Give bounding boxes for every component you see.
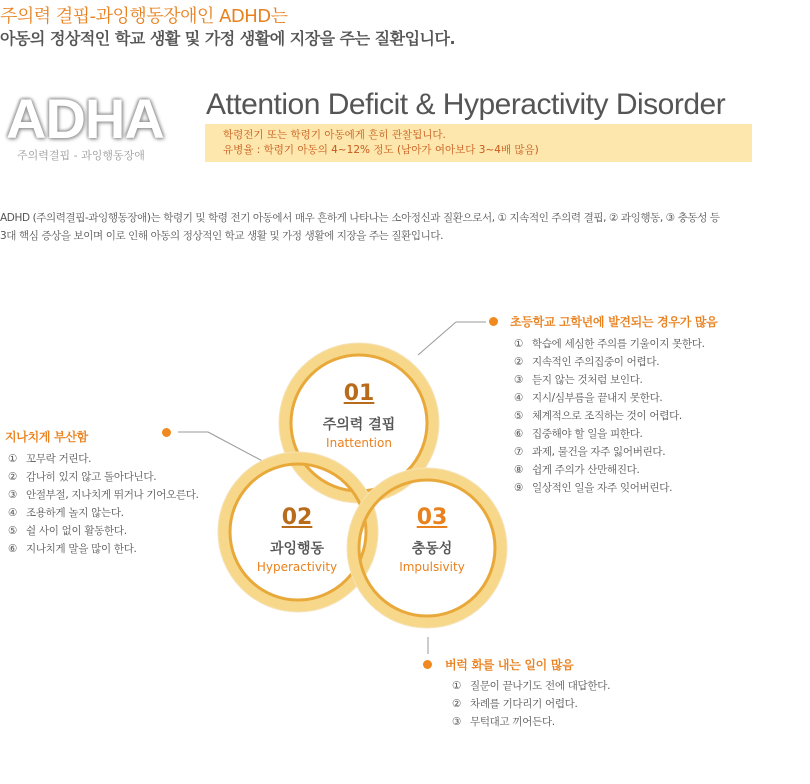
- impulsivity-heading: 버럭 화를 내는 일이 많음: [445, 658, 574, 672]
- circle-subtitle: Inattention: [326, 436, 392, 450]
- bullet-dot-icon: [162, 428, 171, 437]
- inattention-list: [514, 335, 705, 497]
- list-item: ③ 듣지 않는 것처럼 보인다.: [514, 374, 643, 386]
- list-item: ② 차례를 기다리기 어렵다.: [452, 698, 578, 710]
- impulsivity-list: [452, 677, 610, 731]
- connector-line: [208, 432, 270, 465]
- list-item: ② 지속적인 주의집중이 어렵다.: [514, 356, 660, 368]
- circle-number: 03: [416, 505, 448, 530]
- circle-label-impulsivity: [372, 505, 492, 574]
- list-item: ④ 조용하게 놀지 않는다.: [8, 507, 124, 519]
- page-subtitle: 아동의 정상적인 학교 생활 및 가정 생활에 지장을 주는 질환입니다.: [0, 29, 456, 48]
- connector-line: [418, 322, 456, 355]
- list-item: ④ 지시/심부름을 끝내지 못한다.: [514, 392, 663, 404]
- info-line: 학령전기 또는 학령기 아동에게 흔히 관찰됩니다.: [223, 129, 446, 141]
- circle-title: 과잉행동: [269, 541, 325, 557]
- hyperactivity-heading: 지나치게 부산함: [5, 430, 88, 444]
- circle-title: 충동성: [411, 541, 453, 557]
- list-item: ⑧ 쉽게 주의가 산만해진다.: [514, 464, 640, 476]
- bullet-dot-icon: [489, 317, 498, 326]
- list-item: ② 감나히 있지 않고 돌아다닌다.: [8, 471, 157, 483]
- list-item: ⑨ 일상적인 일을 자주 잊어버린다.: [514, 482, 673, 494]
- circle-label-inattention: [299, 381, 419, 450]
- circle-title: 주의력 결핍: [322, 417, 396, 433]
- list-item: ⑦ 과제, 물건을 자주 잃어버린다.: [514, 446, 666, 458]
- list-item: ③ 안절부절, 지나치게 뛰거나 기어오른다.: [8, 489, 199, 501]
- info-line: 유병율 : 학령기 아동의 4~12% 정도 (남아가 여아보다 3~4배 많음): [223, 144, 539, 156]
- list-item: ⑤ 쉴 사이 없이 활동한다.: [8, 525, 127, 537]
- list-item: ⑤ 체계적으로 조직하는 것이 어렵다.: [514, 410, 682, 422]
- logo-text: ADHA: [6, 87, 164, 150]
- list-item: ① 학습에 세심한 주의를 기울이지 못한다.: [514, 338, 705, 350]
- circle-subtitle: Impulsivity: [399, 560, 465, 574]
- bullet-dot-icon: [423, 660, 432, 669]
- hyperactivity-list: [8, 450, 199, 558]
- inattention-heading: 초등학교 고학년에 발견되는 경우가 많음: [510, 315, 718, 329]
- description-line: 3대 핵심 증상을 보이며 이로 인해 아동의 정상적인 학교 생활 및 가정 생활에 지장을 주는 질환입니다.: [0, 230, 444, 242]
- list-item: ① 꼬무락 거린다.: [8, 453, 92, 465]
- list-item: ① 질문이 끝나기도 전에 대답한다.: [452, 680, 611, 692]
- list-item: ⑥ 지나치게 말을 많이 한다.: [8, 543, 137, 555]
- circle-number: 01: [343, 381, 375, 406]
- circle-subtitle: Hyperactivity: [256, 560, 338, 574]
- page-title: 주의력 결핍-과잉행동장애인 ADHD는: [0, 6, 288, 27]
- logo-subtitle: 주의력결핍 - 과잉행동장애: [17, 149, 145, 162]
- section-heading: Attention Deficit & Hyperactivity Disorder: [206, 88, 726, 121]
- circle-label-hyperactivity: [237, 505, 357, 574]
- description-line: ADHD (주의력결핍-과잉행동장애)는 학령기 및 학령 전기 아동에서 매우 흔하게 나타나는 소아정신과 질환으로서, ① 지속적인 주의력 결핍, ② 과잉행동, ③ 충동성 등: [0, 212, 720, 224]
- list-item: ③ 무턱대고 끼어든다.: [452, 716, 555, 728]
- circle-number: 02: [281, 505, 313, 530]
- list-item: ⑥ 집중해야 할 일을 피한다.: [514, 428, 643, 440]
